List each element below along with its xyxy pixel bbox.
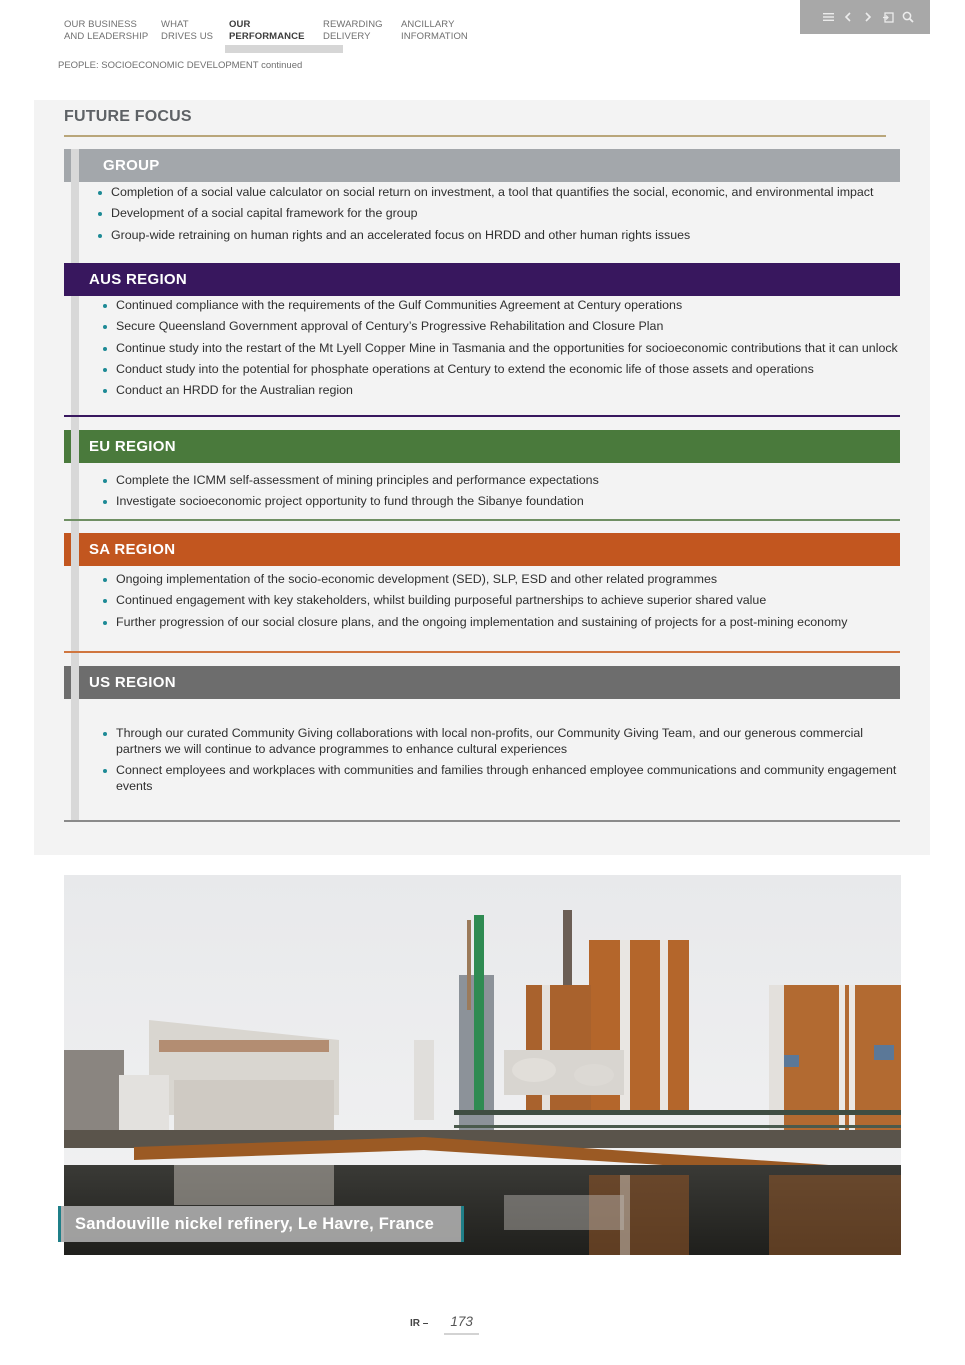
eu-region-items — [101, 473, 901, 516]
list-item: Development of a social capital framework for the group — [96, 206, 896, 222]
aus-region-header — [64, 263, 900, 296]
breadcrumb: PEOPLE: SOCIOECONOMIC DEVELOPMENT continued — [58, 60, 303, 71]
refinery-illustration — [64, 875, 901, 1255]
list-item: Investigate socioeconomic project opportunity to fund through the Sibanye foundation — [101, 494, 901, 510]
nav-label-line1: OUR BUSINESS — [64, 19, 137, 30]
sa-region-header — [64, 533, 900, 566]
nav-label-line2: INFORMATION — [401, 31, 468, 42]
photo-caption: Sandouville nickel refinery, Le Havre, France — [58, 1206, 464, 1242]
nav-label-line2: DELIVERY — [323, 31, 371, 42]
report-prefix: IR – — [410, 1318, 429, 1329]
section-heading: EU REGION — [79, 430, 900, 463]
nav-rewarding-delivery[interactable] — [323, 19, 401, 43]
header-gap — [71, 149, 79, 182]
header-lead — [64, 149, 71, 182]
refinery-photo — [64, 875, 901, 1255]
nav-label-line1: ANCILLARY — [401, 19, 455, 30]
list-item: Group-wide retraining on human rights and an accelerated focus on HRDD and other human rights issues — [96, 228, 896, 244]
eu-region-divider — [64, 519, 900, 521]
future-focus-panel — [34, 100, 930, 855]
list-item: Complete the ICMM self-assessment of mining principles and performance expectations — [101, 473, 901, 489]
sa-region-divider — [64, 651, 900, 653]
sa-region-items — [101, 572, 901, 636]
group-section-header — [64, 149, 900, 182]
section-title: FUTURE FOCUS — [64, 108, 192, 125]
back-icon[interactable] — [882, 11, 894, 23]
document-toolbar — [800, 0, 930, 34]
header-lead — [64, 263, 71, 296]
search-icon[interactable] — [902, 11, 914, 23]
list-item: Conduct an HRDD for the Australian region — [101, 383, 901, 399]
header-lead — [64, 533, 71, 566]
list-item: Continued compliance with the requirements of the Gulf Communities Agreement at Century operations — [101, 298, 901, 314]
nav-label-line1: OUR — [229, 19, 251, 30]
list-item: Secure Queensland Government approval of Century’s Progressive Rehabilitation and Closure Plan — [101, 319, 901, 335]
list-item: Continue study into the restart of the Mt Lyell Copper Mine in Tasmania and the opportunities for socioeconomic contributions that it can unlock — [101, 341, 901, 357]
section-heading: GROUP — [79, 149, 900, 182]
nav-label-line2: DRIVES US — [161, 31, 214, 42]
aus-region-items — [101, 298, 901, 404]
aus-region-divider — [64, 415, 900, 417]
header-gap — [71, 533, 79, 566]
nav-what-drives-us[interactable] — [161, 19, 229, 43]
page-number: 173 — [444, 1314, 479, 1329]
section-heading: AUS REGION — [79, 263, 900, 296]
next-page-icon[interactable] — [862, 11, 874, 23]
nav-label-line2: PERFORMANCE — [229, 31, 305, 42]
header-lead — [64, 666, 71, 699]
nav-our-business-and-leadership[interactable] — [64, 19, 161, 43]
title-underline — [64, 135, 886, 137]
side-accent-bar — [71, 149, 79, 821]
header-gap — [71, 263, 79, 296]
group-items — [96, 185, 896, 249]
list-item: Conduct study into the potential for phosphate operations at Century to extend the economic life of those assets and operations — [101, 362, 901, 378]
menu-icon[interactable] — [822, 11, 834, 23]
us-region-items — [101, 726, 901, 800]
list-item: Continued engagement with key stakeholders, whilst building purposeful partnerships to achieve superior shared value — [101, 593, 901, 609]
us-region-header — [64, 666, 900, 699]
nav-ancillary-information[interactable] — [401, 19, 491, 43]
section-heading: SA REGION — [79, 533, 900, 566]
list-item: Ongoing implementation of the socio-economic development (SED), SLP, ESD and other related programmes — [101, 572, 901, 588]
header-gap — [71, 666, 79, 699]
us-region-divider — [64, 820, 900, 822]
header-lead — [64, 430, 71, 463]
list-item: Completion of a social value calculator on social return on investment, a tool that quantifies the social, economic, and environmental impact — [96, 185, 896, 201]
list-item: Connect employees and workplaces with communities and families through enhanced employee communications and community engagement events — [101, 763, 901, 794]
section-heading: US REGION — [79, 666, 900, 699]
page-footer — [410, 1314, 479, 1329]
header-gap — [71, 430, 79, 463]
nav-label-line2: AND LEADERSHIP — [64, 31, 149, 42]
nav-label-line1: REWARDING — [323, 19, 383, 30]
list-item: Further progression of our social closure plans, and the ongoing implementation and sustaining of projects for a post-mining economy — [101, 615, 901, 631]
top-navigation — [64, 19, 491, 43]
list-item: Through our curated Community Giving collaborations with local non-profits, our Community Giving Team, and our generous commercial partners we will continue to advance programmes to enhance cultural experiences — [101, 726, 901, 757]
nav-our-performance[interactable] — [229, 19, 323, 43]
previous-page-icon[interactable] — [842, 11, 854, 23]
eu-region-header — [64, 430, 900, 463]
nav-label-line1: WHAT — [161, 19, 189, 30]
